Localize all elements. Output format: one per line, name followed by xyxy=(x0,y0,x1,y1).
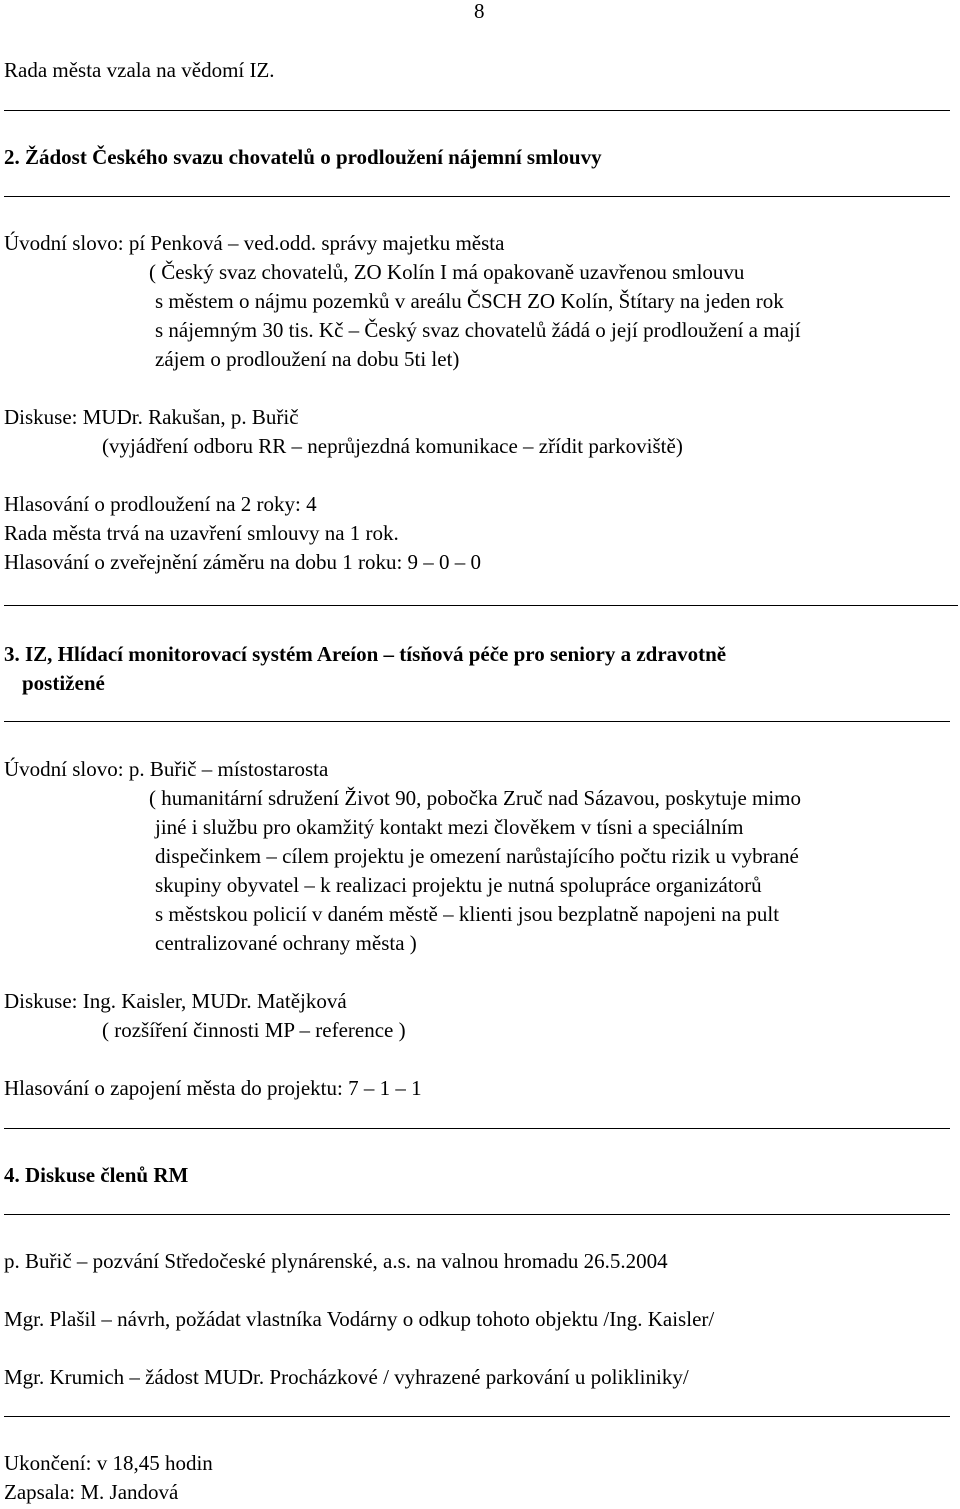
divider-5 xyxy=(4,1128,950,1129)
section-3-intro-line: jiné i službu pro okamžitý kontakt mezi člověkem v tísni a speciálním xyxy=(155,815,744,839)
section-3-vote: Hlasování o zapojení města do projektu: 7 – 1 – 1 xyxy=(4,1076,422,1100)
section-3-discussion: Diskuse: Ing. Kaisler, MUDr. Matějková xyxy=(4,989,347,1013)
divider-3 xyxy=(4,605,958,606)
divider-7 xyxy=(4,1416,950,1417)
divider-1 xyxy=(4,110,950,111)
section-2-vote: Hlasování o prodloužení na 2 roky: 4 xyxy=(4,492,317,516)
section-3-intro-line: ( humanitární sdružení Život 90, pobočka Zruč nad Sázavou, poskytuje mimo xyxy=(149,786,802,810)
section-2-intro-line: s nájemným 30 tis. Kč – Český svaz chovatelů žádá o její prodloužení a mají xyxy=(155,318,801,342)
page-number: 8 xyxy=(474,0,485,23)
section-4-item: Mgr. Krumich – žádost MUDr. Procházkové / vyhrazené parkování u polikliniky/ xyxy=(4,1365,689,1389)
section-4-item: Mgr. Plašil – návrh, požádat vlastníka Vodárny o odkup tohoto objektu /Ing. Kaisler/ xyxy=(4,1307,715,1331)
section-2-heading: 2. Žádost Českého svazu chovatelů o prodloužení nájemní smlouvy xyxy=(4,145,602,169)
closing-end-time: Ukončení: v 18,45 hodin xyxy=(4,1451,213,1475)
section-3-intro-line: skupiny obyvatel – k realizaci projektu je nutná spolupráce organizátorů xyxy=(155,873,762,897)
section-2-intro-line: zájem o prodloužení na dobu 5ti let) xyxy=(155,347,460,371)
section-3-intro-line: Úvodní slovo: p. Buřič – místostarosta xyxy=(4,757,329,781)
section-3-heading: 3. IZ, Hlídací monitorovací systém Areíon – tísňová péče pro seniory a zdravotně xyxy=(4,642,727,666)
section-2-vote: Hlasování o zveřejnění záměru na dobu 1 roku: 9 – 0 – 0 xyxy=(4,550,482,574)
section-2-discussion-note: (vyjádření odboru RR – neprůjezdná komunikace – zřídit parkoviště) xyxy=(102,434,683,458)
noted-text: Rada města vzala na vědomí IZ. xyxy=(4,58,275,82)
section-2-intro-line: ( Český svaz chovatelů, ZO Kolín I má opakovaně uzavřenou smlouvu xyxy=(149,260,745,284)
section-3-intro-line: dispečinkem – cílem projektu je omezení narůstajícího počtu rizik u vybrané xyxy=(155,844,799,868)
divider-6 xyxy=(4,1214,950,1215)
section-4-item: p. Buřič – pozvání Středočeské plynárenské, a.s. na valnou hromadu 26.5.2004 xyxy=(4,1249,668,1273)
section-3-intro-line: centralizované ochrany města ) xyxy=(155,931,417,955)
section-3-discussion-note: ( rozšíření činnosti MP – reference ) xyxy=(102,1018,406,1042)
divider-2 xyxy=(4,196,950,197)
section-2-intro-line: Úvodní slovo: pí Penková – ved.odd. správy majetku města xyxy=(4,231,505,255)
divider-4 xyxy=(4,721,950,722)
section-2-resolution: Rada města trvá na uzavření smlouvy na 1 rok. xyxy=(4,521,399,545)
section-2-intro-line: s městem o nájmu pozemků v areálu ČSCH ZO Kolín, Štítary na jeden rok xyxy=(155,289,784,313)
section-2-discussion: Diskuse: MUDr. Rakušan, p. Buřič xyxy=(4,405,299,429)
closing-recorder: Zapsala: M. Jandová xyxy=(4,1480,179,1504)
section-3-heading: postižené xyxy=(22,671,105,695)
section-4-heading: 4. Diskuse členů RM xyxy=(4,1163,189,1187)
section-3-intro-line: s městskou policií v daném městě – klienti jsou bezplatně napojeni na pult xyxy=(155,902,780,926)
